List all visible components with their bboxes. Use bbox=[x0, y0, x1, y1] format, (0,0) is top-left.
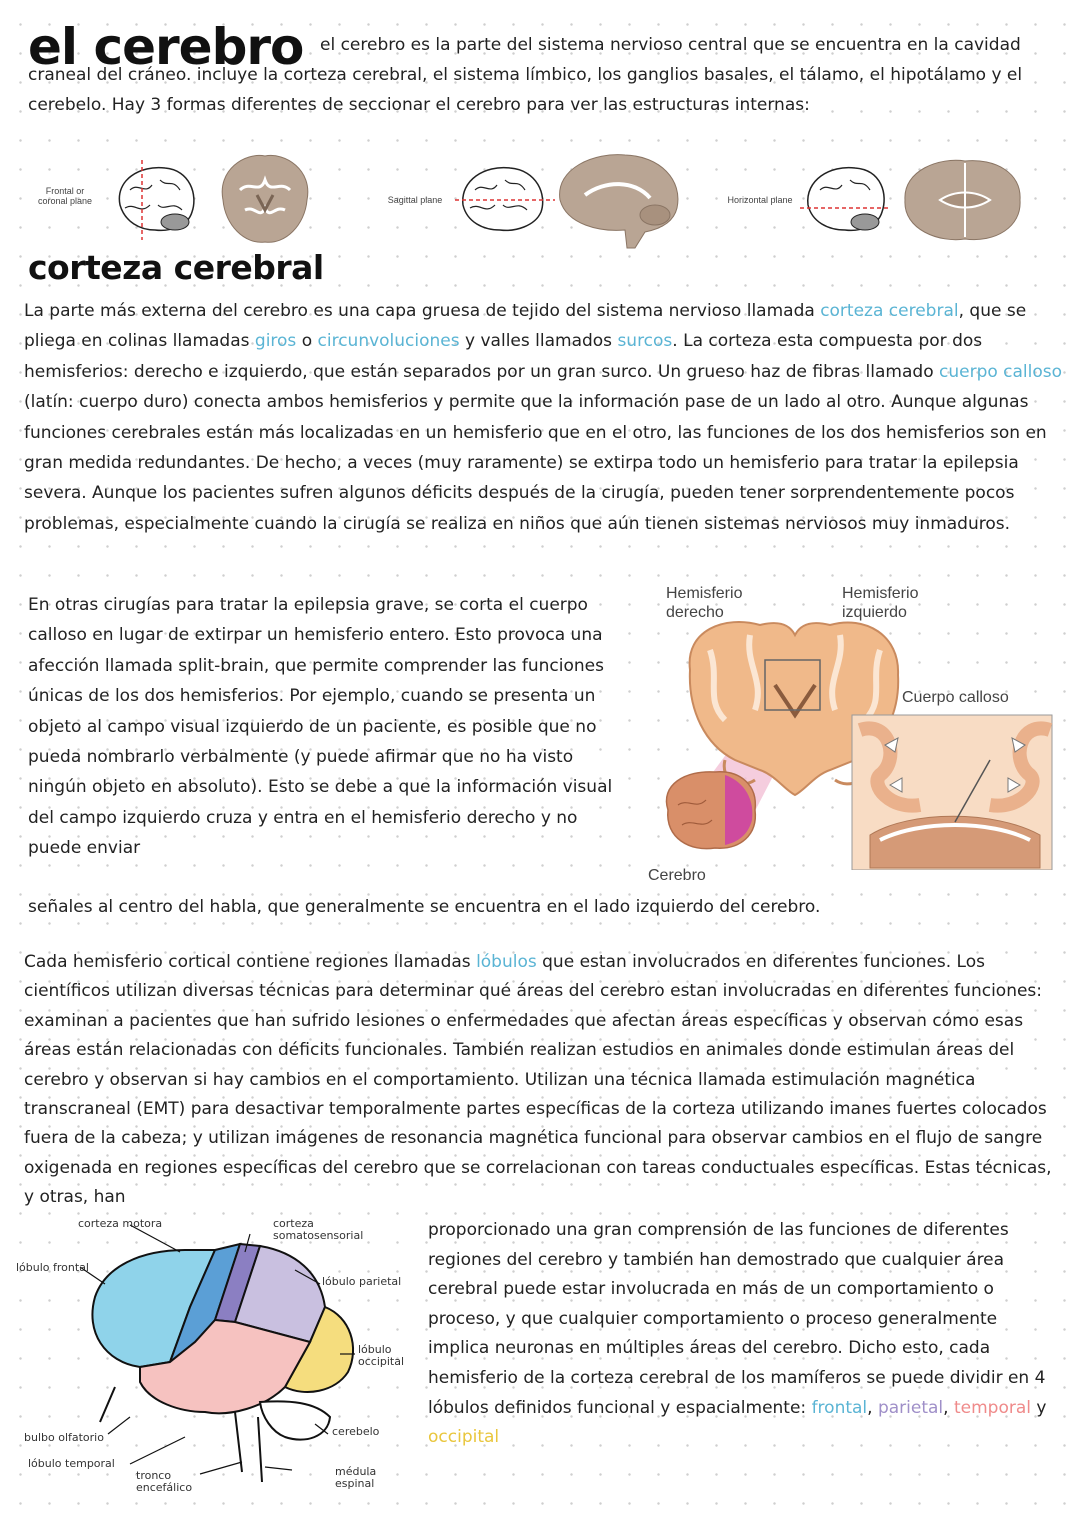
label-lobulo-parietal: lóbulo parietal bbox=[322, 1275, 402, 1288]
label-lobulo-temporal: lóbulo temporal bbox=[28, 1457, 115, 1470]
coronal-plane-label: Frontal or coronal plane bbox=[37, 186, 93, 206]
paragraph-split-brain: En otras cirugías para tratar la epilepsia grave, se corta el cuerpo calloso en lugar de extirpar un hemisferio entero. Esto provoca una afección llamada split-brain, que permite comprender las funciones únicas de los dos hemisferios. Por ejemplo, cuando se presenta un objeto al campo visual izquierdo de un paciente, es posible que no pueda nombrarlo verbalmente (y puede afirmar que no ha visto ningún objeto en absoluto). Esto se debe a que la información visual del campo izquierdo cruza y entra en el hemisferio derecho y no puede enviar bbox=[28, 595, 613, 859]
label-hemisferio-izquierdo: Hemisferio izquierdo bbox=[842, 585, 919, 621]
paragraph-split-brain-end: señales al centro del habla, que generalmente se encuentra en el lado izquierdo del cerebro. bbox=[28, 897, 821, 917]
paragraph-lobes-continued: proporcionado una gran comprensión de las funciones de diferentes regiones del cerebro y también han demostrado que cualquier área cerebral puede estar involucrada en más de un comportamiento o proceso, y que cualquier comportamiento o proceso generalmente implica neuronas en múltiples áreas del cerebro. Dicho esto, cada hemisferio de la corteza cerebral de los mamíferos se puede dividir en 4 lóbulos definidos funcional y espacialmente: frontal, parietal, temporal y occipital bbox=[428, 1220, 1047, 1448]
label-cerebro: Cerebro bbox=[648, 867, 706, 884]
term-lobulos: lóbulos bbox=[476, 952, 537, 972]
sagittal-plane-label: Sagittal plane bbox=[387, 195, 443, 205]
intro-paragraph bbox=[28, 30, 1058, 120]
corpus-callosum-figure bbox=[630, 580, 1070, 890]
section-title: corteza cerebral bbox=[28, 248, 324, 287]
horizontal-plane-brain-icon bbox=[800, 160, 890, 240]
label-corteza-motora: corteza motora bbox=[78, 1217, 163, 1230]
sagittal-section-image bbox=[555, 150, 685, 250]
label-cerebelo: cerebelo bbox=[332, 1425, 380, 1438]
sagittal-plane-brain-icon bbox=[455, 160, 555, 240]
label-tronco-encefalico: tronco encefálico bbox=[136, 1469, 193, 1494]
horizontal-section-image bbox=[900, 155, 1025, 245]
label-corteza-somatosensorial: corteza somatosensorial bbox=[273, 1217, 364, 1242]
label-bulbo-olfatorio: bulbo olfatorio bbox=[24, 1431, 104, 1444]
coronal-section-image bbox=[215, 150, 315, 250]
term-frontal: frontal bbox=[811, 1397, 868, 1418]
term-giros: giros bbox=[254, 331, 297, 352]
label-cuerpo-calloso: Cuerpo calloso bbox=[902, 689, 1009, 706]
label-lobulo-frontal: lóbulo frontal bbox=[16, 1261, 89, 1274]
term-cuerpo-calloso: cuerpo calloso bbox=[939, 361, 1063, 382]
horizontal-plane-label: Horizontal plane bbox=[727, 195, 793, 205]
term-parietal: parietal bbox=[877, 1397, 944, 1418]
paragraph-lobes: Cada hemisferio cortical contiene regiones llamadas lóbulos que estan involucrados en diferentes funciones. Los científicos utilizan diversas técnicas para determinar qué áreas del cerebro estan involucradas en diferentes funciones: examinan a pacientes que han sufrido lesiones o enfermedades que afectan áreas específicas y observan cómo esas áreas están relacionadas con déficits funcionales. También realizan estudios en animales donde estimulan áreas del cerebro y observan si hay cambios en el comportamiento. Utilizan una técnica llamada estimulación magnética transcraneal (EMT) para desactivar temporalmente partes específicas de la corteza utilizando imanes fuertes colocados fuera de la cabeza; y utilizan imágenes de resonancia magnética funcional para observar cambios en el flujo de sangre oxigenada en regiones específicas del cerebro que se correlacionan con tareas conductuales específicas. Estas técnicas, y otras, han bbox=[24, 952, 1052, 1208]
label-medula-espinal: médula espinal bbox=[335, 1465, 377, 1490]
term-temporal: temporal bbox=[953, 1397, 1031, 1418]
lobe-diagram bbox=[10, 1212, 420, 1517]
term-corteza-cerebral: corteza cerebral bbox=[820, 301, 959, 321]
coronal-plane-brain-icon bbox=[110, 160, 200, 240]
paragraph-cortex: La parte más externa del cerebro es una capa gruesa de tejido del sistema nervioso llamada corteza cerebral, que se pliega en colinas llamadas giros o circunvoluciones y valles llamados surcos. La corteza esta compuesta por dos hemisferios: derecho e izquierdo, que están separados por un gran surco. Un grueso haz de fibras llamado cuerpo calloso (latín: cuerpo duro) conecta ambos hemisferios y permite que la información pase de un lado al otro. Aunque algunas funciones cerebrales están más localizadas en un hemisferio que en el otro, las funciones de los dos hemisferios son en gran medida redundantes. De hecho, a veces (muy raramente) se extirpa todo un hemisferio para tratar la epilepsia severa. Aunque los pacientes sufren algunos déficits después de la cirugía, pueden tener sorprendentemente pocos problemas, especialmente cuando la cirugía se realiza en niños que aún tienen sistemas nerviosos muy inmaduros. bbox=[24, 301, 1063, 534]
term-circunvoluciones: circunvoluciones bbox=[317, 331, 460, 352]
label-lobulo-occipital: lóbulo occipital bbox=[358, 1343, 405, 1368]
term-surcos: surcos bbox=[617, 331, 673, 352]
coronal-section-illustration bbox=[630, 610, 1070, 870]
page-title: el cerebro bbox=[28, 18, 304, 76]
planes-figure bbox=[30, 150, 1030, 250]
label-hemisferio-derecho: Hemisferio derecho bbox=[666, 585, 743, 621]
intro-text: el cerebro es la parte del sistema nervioso central que se encuentra en la cavidad craneal del cráneo. incluye la corteza cerebral, el sistema límbico, los ganglios basales, el tálamo, el hipotálamo y el cerebelo. Hay 3 formas diferentes de seccionar el cerebro para ver las estructuras internas: bbox=[28, 35, 1023, 115]
term-occipital: occipital bbox=[428, 1427, 500, 1448]
